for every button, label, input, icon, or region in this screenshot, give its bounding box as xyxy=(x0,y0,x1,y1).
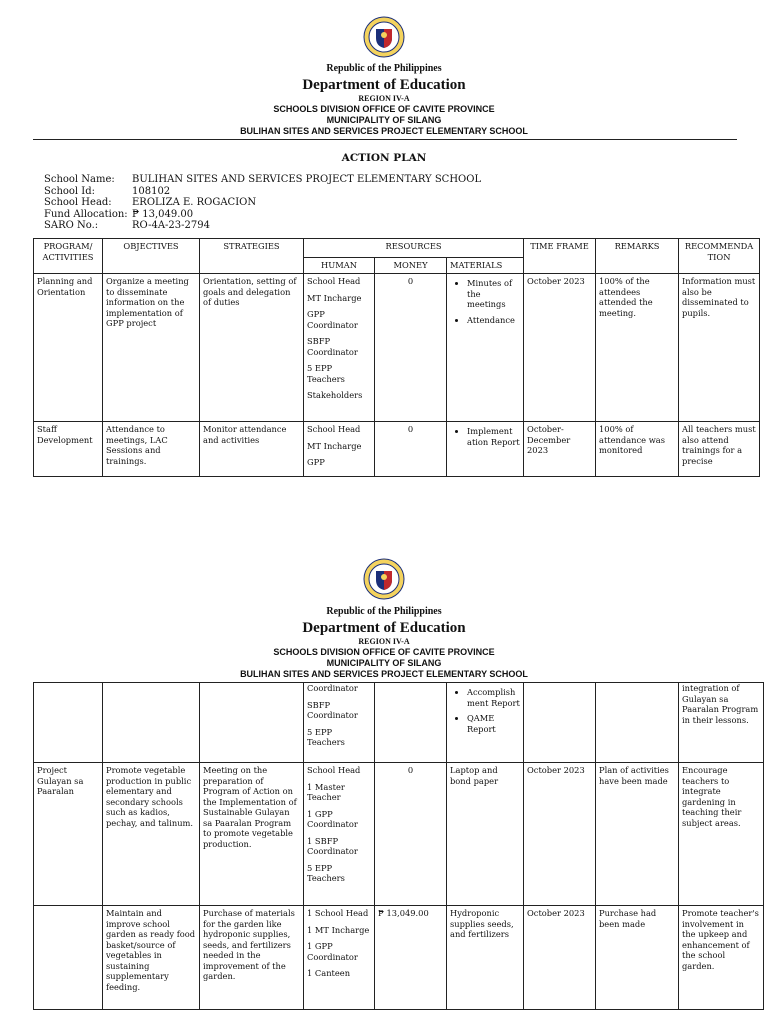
materials-item: • Accomplish ment Report xyxy=(467,687,520,708)
cell-strategies: Meeting on the preparation of Program of Action on the Implementation of Sustainable Gulayan sa Paaralan Program to promote vegetable production. xyxy=(200,763,304,906)
info-row xyxy=(44,220,481,232)
cell-materials xyxy=(447,683,524,763)
cell-human xyxy=(304,763,375,906)
materials-item: • QAME Report xyxy=(467,713,520,734)
human-item: GPP Coordinator xyxy=(307,309,358,330)
cell-remarks: 100% of the attendees attended the meeting. xyxy=(596,274,679,422)
cell-remarks: 100% of attendance was monitored xyxy=(596,422,679,477)
human-item: MT Incharge xyxy=(307,440,362,451)
cell-objectives: Organize a meeting to disseminate information on the implementation of GPP project xyxy=(103,274,200,422)
region-line: REGION IV-A xyxy=(358,637,410,646)
info-row xyxy=(44,209,481,221)
col-header-strategies: STRATEGIES xyxy=(200,239,304,274)
cell-timeframe: October 2023 xyxy=(524,763,596,906)
cell-recommendation: integration of Gulayan sa Paaralan Program in their lessons. xyxy=(679,683,764,763)
info-label: School Id: xyxy=(44,185,96,197)
cell-program: Planning and Orientation xyxy=(34,274,103,422)
table-row xyxy=(34,683,764,763)
cell-timeframe: October 2023 xyxy=(524,274,596,422)
cell-program: Project Gulayan sa Paaralan xyxy=(34,763,103,906)
cell-objectives: Promote vegetable production in public elementary and secondary schools such as kadios, pechay, and talinum. xyxy=(103,763,200,906)
cell-program xyxy=(34,906,103,1010)
cell-recommendation: Promote teacher's involvement in the upkeep and enhancement of the school garden. xyxy=(679,906,764,1010)
human-item: School Head xyxy=(307,424,361,434)
human-item: 5 EPP Teachers xyxy=(307,363,345,384)
cell-recommendation: Encourage teachers to integrate gardening in teaching their subject areas. xyxy=(679,763,764,906)
materials-item: • Implement ation Report xyxy=(467,426,520,447)
cell-materials xyxy=(447,274,524,422)
cell-recommendation: Information must also be disseminated to pupils. xyxy=(679,274,760,422)
cell-recommendation: All teachers must also attend trainings for a precise xyxy=(679,422,760,477)
republic-line: Republic of the Philippines xyxy=(326,63,442,74)
action-plan-table xyxy=(33,238,760,477)
info-label: School Head: xyxy=(44,197,112,208)
info-label: School Name: xyxy=(44,174,115,185)
human-item: Stakeholders xyxy=(307,390,363,400)
department-line: Department of Education xyxy=(302,620,466,636)
school-line: BULIHAN SITES AND SERVICES PROJECT ELEMENTARY SCHOOL xyxy=(240,126,528,136)
human-item: 1 MT Incharge xyxy=(307,924,370,935)
col-header-recommendation: RECOMMENDA TION xyxy=(679,239,760,274)
col-header-timeframe: TIME FRAME xyxy=(524,239,596,274)
school-line: BULIHAN SITES AND SERVICES PROJECT ELEMENTARY SCHOOL xyxy=(240,669,528,679)
col-header-money: MONEY xyxy=(375,258,447,274)
cell-objectives xyxy=(103,683,200,763)
cell-remarks: Purchase had been made xyxy=(596,906,679,1010)
header-divider xyxy=(33,139,737,140)
cell-remarks xyxy=(596,683,679,763)
cell-strategies: Purchase of materials for the garden like hydroponic supplies, seeds, and fertilizers needed in the improvement of the garden. xyxy=(200,906,304,1010)
cell-money: 0 xyxy=(375,422,447,477)
info-row xyxy=(44,186,481,198)
cell-human xyxy=(304,683,375,763)
col-header-resources: RESOURCES xyxy=(304,239,524,258)
materials-item: • Attendance xyxy=(467,315,520,326)
human-item: 1 GPP Coordinator xyxy=(307,808,358,829)
cell-program xyxy=(34,683,103,763)
table-header-row xyxy=(34,239,760,258)
human-item: School Head xyxy=(307,276,361,286)
cell-materials: Hydroponic supplies seeds, and fertilizers xyxy=(447,906,524,1010)
info-label: SARO No.: xyxy=(44,220,99,231)
table-row xyxy=(34,906,764,1010)
materials-item: • Minutes of the meetings xyxy=(467,278,520,310)
cell-timeframe: October-December 2023 xyxy=(524,422,596,477)
cell-remarks: Plan of activities have been made xyxy=(596,763,679,906)
cell-money xyxy=(375,683,447,763)
division-line: SCHOOLS DIVISION OFFICE OF CAVITE PROVINCE xyxy=(273,647,495,657)
deped-seal-icon xyxy=(363,558,405,600)
info-value: EROLIZA E. ROGACION xyxy=(132,197,257,208)
info-value: BULIHAN SITES AND SERVICES PROJECT ELEMENTARY SCHOOL xyxy=(132,174,482,185)
municipality-line: MUNICIPALITY OF SILANG xyxy=(326,658,442,668)
info-row xyxy=(44,197,481,209)
col-header-human: HUMAN xyxy=(304,258,375,274)
info-value: 108102 xyxy=(132,185,171,197)
region-line: REGION IV-A xyxy=(358,94,410,103)
cell-timeframe: October 2023 xyxy=(524,906,596,1010)
table-row xyxy=(34,274,760,422)
republic-line: Republic of the Philippines xyxy=(326,606,442,617)
cell-money: 0 xyxy=(375,763,447,906)
human-item: SBFP Coordinator xyxy=(307,699,358,720)
info-row xyxy=(44,174,481,186)
cell-strategies: Monitor attendance and activities xyxy=(200,422,304,477)
human-item: School Head xyxy=(307,765,361,775)
action-plan-table-continued xyxy=(33,682,764,1010)
col-header-program: PROGRAM/ ACTIVITIES xyxy=(34,239,103,274)
school-info xyxy=(44,174,481,232)
human-item: 5 EPP Teachers xyxy=(307,726,345,747)
human-item: MT Incharge xyxy=(307,292,362,303)
cell-timeframe xyxy=(524,683,596,763)
human-item: SBFP Coordinator xyxy=(307,336,358,357)
table-row xyxy=(34,422,760,477)
document-title: ACTION PLAN xyxy=(341,152,427,164)
cell-strategies xyxy=(200,683,304,763)
info-label: Fund Allocation: xyxy=(44,208,128,220)
human-item: 1 GPP Coordinator xyxy=(307,941,358,962)
info-value: ₱ 13,049.00 xyxy=(132,208,194,220)
cell-strategies: Orientation, setting of goals and delegation of duties xyxy=(200,274,304,422)
human-item: 5 EPP Teachers xyxy=(307,862,345,883)
municipality-line: MUNICIPALITY OF SILANG xyxy=(326,115,442,125)
table-row xyxy=(34,763,764,906)
col-header-remarks: REMARKS xyxy=(596,239,679,274)
human-item: GPP xyxy=(307,457,325,467)
cell-human xyxy=(304,906,375,1010)
col-header-materials: MATERIALS xyxy=(447,258,524,274)
human-item: 1 SBFP Coordinator xyxy=(307,835,358,856)
cell-human xyxy=(304,422,375,477)
human-item: 1 School Head xyxy=(307,908,369,918)
cell-objectives: Attendance to meetings, LAC Sessions and trainings. xyxy=(103,422,200,477)
human-item: Coordinator xyxy=(307,683,358,693)
cell-money: 0 xyxy=(375,274,447,422)
cell-program: Staff Development xyxy=(34,422,103,477)
department-line: Department of Education xyxy=(302,77,466,93)
cell-human xyxy=(304,274,375,422)
division-line: SCHOOLS DIVISION OFFICE OF CAVITE PROVINCE xyxy=(273,104,495,114)
deped-seal-icon xyxy=(363,16,405,58)
cell-materials xyxy=(447,422,524,477)
human-item: 1 Canteen xyxy=(307,968,351,978)
human-item: 1 Master Teacher xyxy=(307,781,345,802)
cell-money: ₱ 13,049.00 xyxy=(375,906,447,1010)
col-header-objectives: OBJECTIVES xyxy=(103,239,200,274)
info-value: RO-4A-23-2794 xyxy=(132,220,210,231)
cell-materials: Laptop and bond paper xyxy=(447,763,524,906)
cell-objectives: Maintain and improve school garden as ready food basket/source of vegetables in sustaining supplementary feeding. xyxy=(103,906,200,1010)
